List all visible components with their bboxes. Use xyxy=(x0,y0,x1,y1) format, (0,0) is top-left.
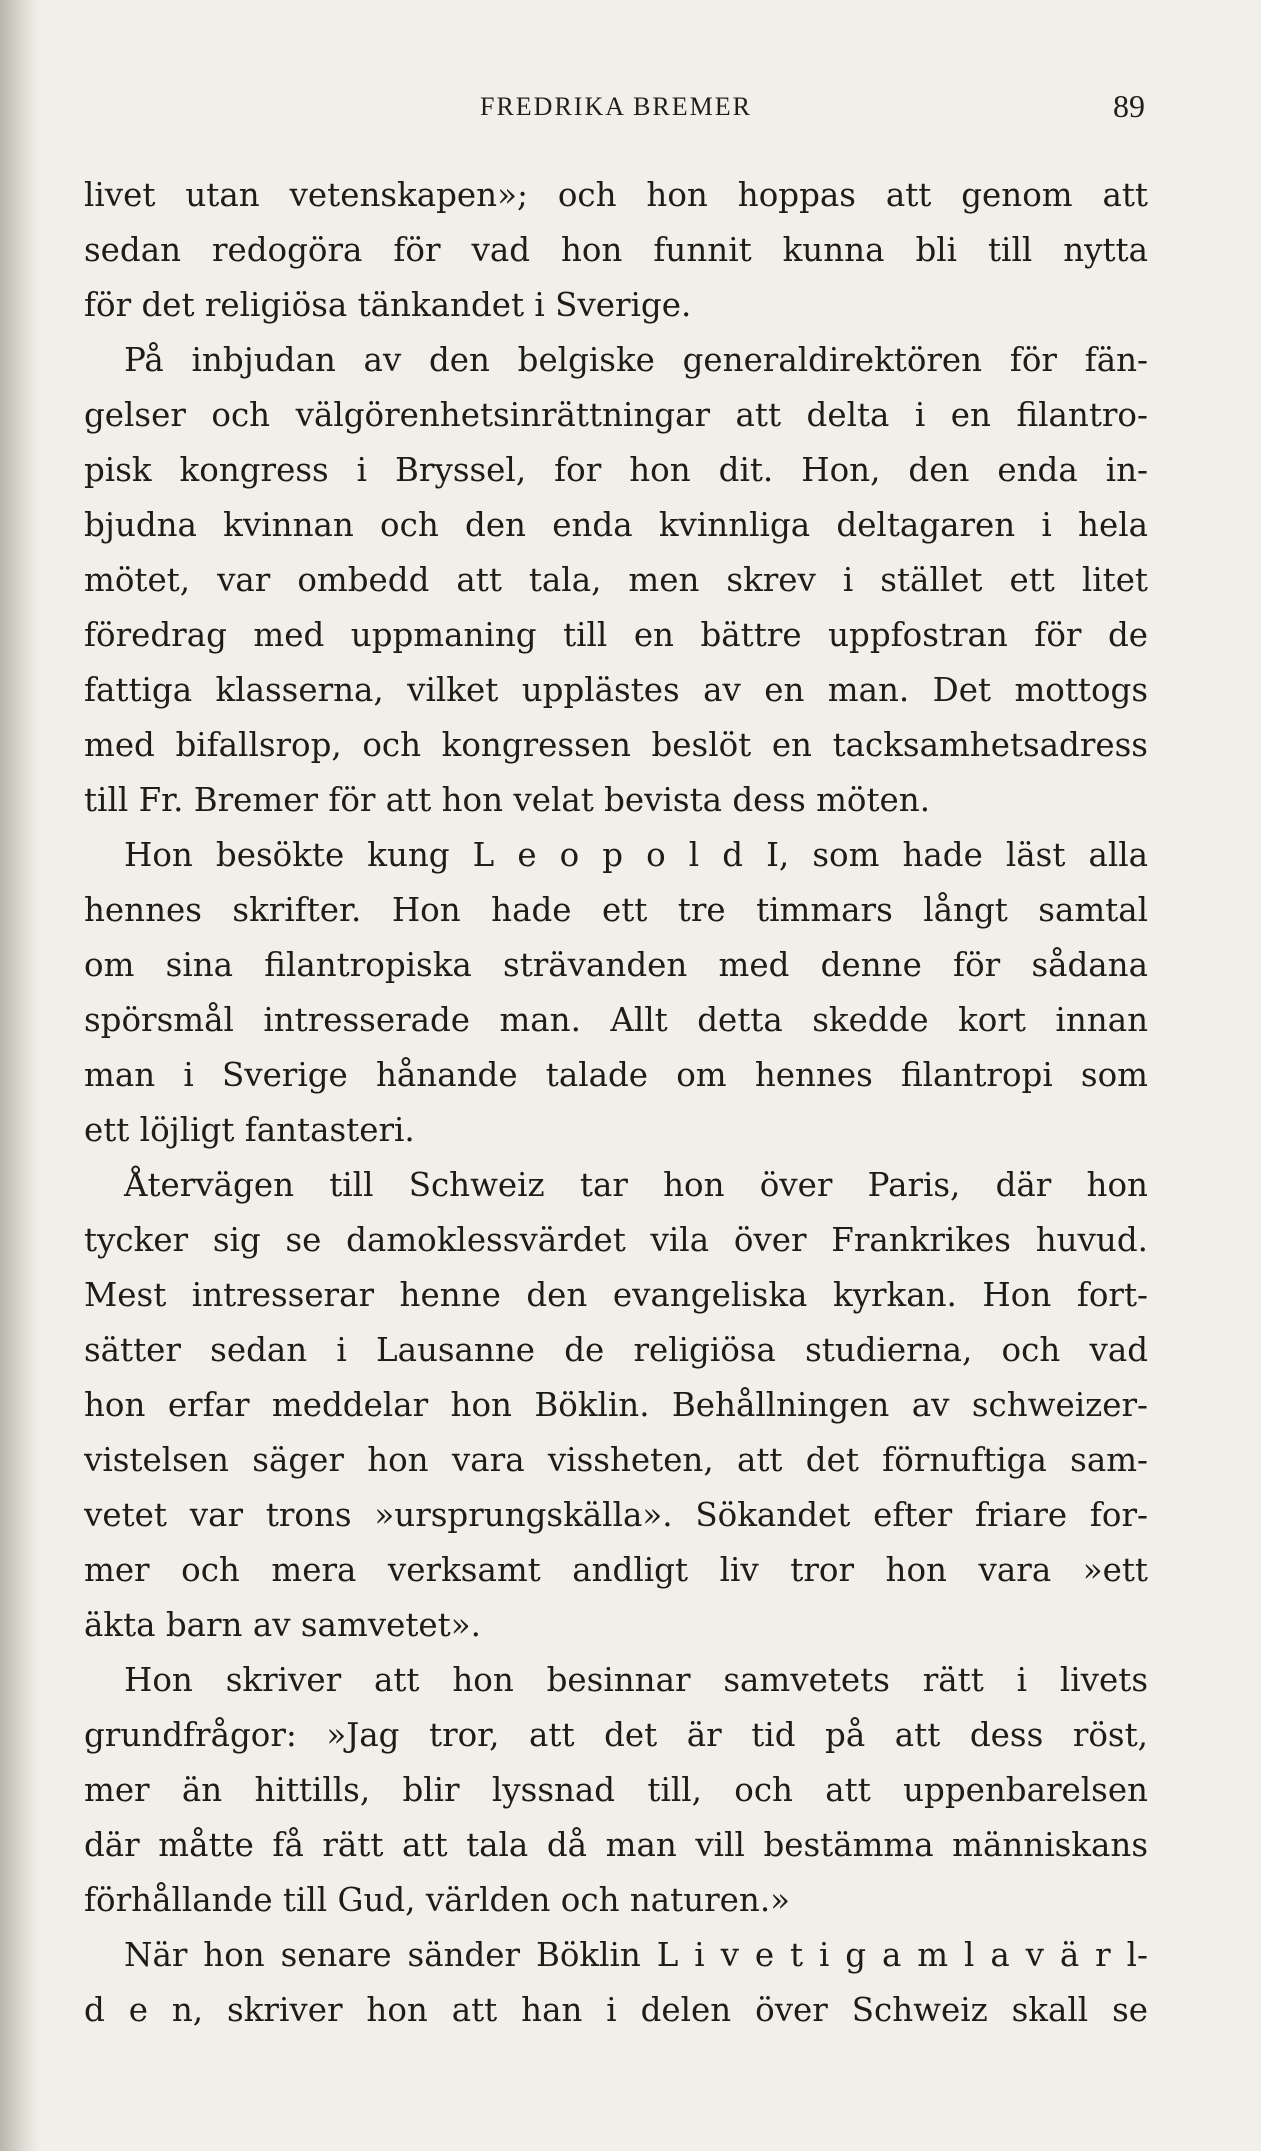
text-line: förhållande till Gud, världen och naturen.» xyxy=(84,1881,791,1919)
text-line: äkta barn av samvetet». xyxy=(84,1606,481,1644)
text-line: Hon besökte kung L e o p o l d I, som hade läst alla xyxy=(124,836,1148,874)
text-line: föredrag med uppmaning till en bättre uppfostran för de xyxy=(84,616,1148,654)
text-line: d e n, skriver hon att han i delen över Schweiz skall se xyxy=(84,1991,1148,2029)
text-line: tycker sig se damoklessvärdet vila över Frankrikes huvud. xyxy=(84,1221,1148,1259)
text-line: hon erfar meddelar hon Böklin. Behållningen av schweizer- xyxy=(84,1386,1148,1424)
page-number: 89 xyxy=(1113,88,1145,124)
text-line: med bifallsrop, och kongressen beslöt en tacksamhetsadress xyxy=(84,726,1148,764)
text-line: mötet, var ombedd att tala, men skrev i stället ett litet xyxy=(84,561,1148,599)
text-line: Mest intresserar henne den evangeliska kyrkan. Hon fort- xyxy=(84,1276,1148,1314)
text-line: man i Sverige hånande talade om hennes filantropi som xyxy=(84,1056,1148,1094)
text-line: spörsmål intresserade man. Allt detta skedde kort innan xyxy=(84,1001,1148,1039)
text-line: bjudna kvinnan och den enda kvinnliga deltagaren i hela xyxy=(84,506,1148,544)
text-line: gelser och välgörenhetsinrättningar att delta i en filantro- xyxy=(84,396,1148,434)
text-line: till Fr. Bremer för att hon velat bevista dess möten. xyxy=(84,781,931,819)
text-line: sätter sedan i Lausanne de religiösa studierna, och vad xyxy=(84,1331,1148,1369)
running-title: FREDRIKA BREMER xyxy=(480,92,752,121)
text-line: Återvägen till Schweiz tar hon över Paris, där hon xyxy=(124,1166,1148,1204)
text-line: fattiga klasserna, vilket upplästes av en man. Det mottogs xyxy=(84,671,1148,709)
text-line: för det religiösa tänkandet i Sverige. xyxy=(84,286,692,324)
text-line: pisk kongress i Bryssel, for hon dit. Hon, den enda in- xyxy=(84,451,1148,489)
text-line: sedan redogöra för vad hon funnit kunna bli till nytta xyxy=(84,231,1148,269)
text-line: På inbjudan av den belgiske generaldirektören för fän- xyxy=(124,341,1148,379)
text-line: grundfrågor: »Jag tror, att det är tid på att dess röst, xyxy=(84,1716,1148,1754)
text-line: vistelsen säger hon vara vissheten, att det förnuftiga sam- xyxy=(84,1441,1148,1479)
text-line: Hon skriver att hon besinnar samvetets rätt i livets xyxy=(124,1661,1148,1699)
text-line: hennes skrifter. Hon hade ett tre timmars långt samtal xyxy=(84,891,1148,929)
text-line: där måtte få rätt att tala då man vill bestämma människans xyxy=(84,1826,1148,1864)
text-line: om sina filantropiska strävanden med denne för sådana xyxy=(84,946,1148,984)
text-line: vetet var trons »ursprungskälla». Sökandet efter friare for- xyxy=(84,1496,1148,1534)
running-head xyxy=(0,88,1261,132)
gutter-shadow xyxy=(0,0,40,2151)
text-line: mer än hittills, blir lyssnad till, och att uppenbarelsen xyxy=(84,1771,1148,1809)
text-line: livet utan vetenskapen»; och hon hoppas att genom att xyxy=(84,176,1148,214)
text-line: ett löjligt fantasteri. xyxy=(84,1111,415,1149)
body-text xyxy=(84,168,1148,2038)
text-line: När hon senare sänder Böklin L i v e t i g a m l a v ä r l- xyxy=(124,1936,1148,1974)
text-line: mer och mera verksamt andligt liv tror hon vara »ett xyxy=(84,1551,1148,1589)
